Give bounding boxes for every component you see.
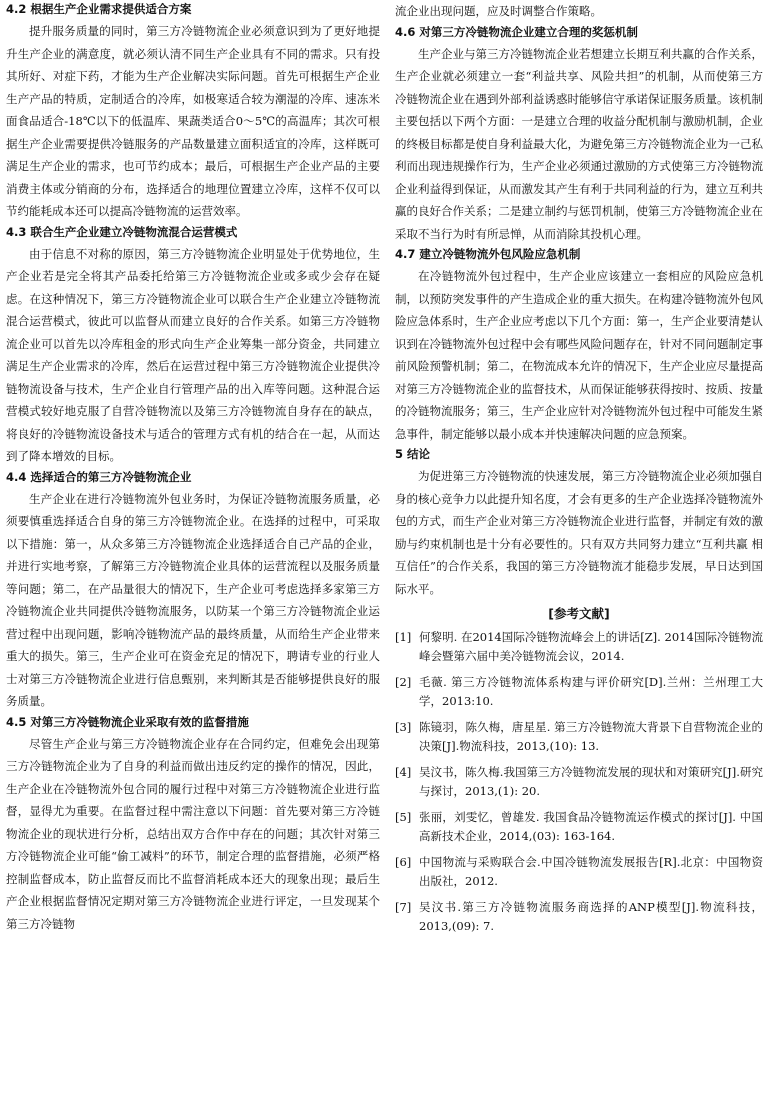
reference-item: [395, 718, 763, 756]
section-heading-4-6: 4.6 对第三方冷链物流企业建立合理的奖惩机制: [395, 24, 638, 39]
reference-text: 吴汶书，陈久梅.我国第三方冷链物流发展的现状和对策研究[J].研究与探讨，2013,(1): 20.: [419, 765, 763, 798]
section-heading-4-7: 4.7 建立冷链物流外包风险应急机制: [395, 247, 581, 261]
reference-text: 中国物流与采购联合会.中国冷链物流发展报告[R].北京：中国物资出版社，2012.: [419, 855, 763, 888]
section-body-4-5: 尽管生产企业与第三方冷链物流企业存在合同约定，但难免会出现第三方冷链物流企业为了自身的利益而做出违反约定的操作的情况，因此，生产企业在冷链物流外包合同的履行过程中对第三方冷链物流企业进行监督，显得尤为重要。在监督过程中需注意以下问题：首先要对第三方冷链物流企业的现状进行分析，总结出双方合作中存在的问题；其次针对第三方冷链物流企业可能“偷工减料”的环节，制定合理的监督措施，必须严格控制监督成本，防止监督反而比不监督消耗成本还大的现象出现；最后生产企业根据监督情况定期对第三方冷链物流企业进行评定，一旦发现某个第三方冷链物: [6, 736, 380, 931]
section-body-5: 为促进第三方冷链物流的快速发展，第三方冷链物流企业必须加强自身的核心竞争力以此提升知名度，才会有更多的生产企业选择冷链物流外包的方式，而生产企业对第三方冷链物流企业进行监督，并制定有效的激励与约束机制也是十分有必要性的。只有双方共同努力建立“互利共赢 相互信任”的合作关系，我国的第三方冷链物流才能稳步发展，早日达到国际水平。: [395, 469, 763, 596]
reference-item: [395, 763, 763, 801]
reference-number: [1]: [395, 630, 412, 644]
reference-text: 张丽，刘雯忆，曾雄发. 我国食品冷链物流运作模式的探讨[J]. 中国高新技术企业，2014,(03): 163-164.: [419, 810, 763, 843]
reference-item: [395, 898, 763, 936]
section-heading-5: 5 结论: [395, 447, 431, 461]
section-body-4-7: 在冷链物流外包过程中，生产企业应该建立一套相应的风险应急机制，以预防突发事件的产生造成企业的重大损失。在构建冷链物流外包风险应急体系时，生产企业应考虑以下几个方面：第一，生产企业要清楚认识到在冷链物流外包过程中会有哪些风险问题存在，针对不同问题制定事前风险预警机制；第二，在物流成本允许的情况下，生产企业应尽量提高对第三方冷链物流企业的监督技术，从而保证能够获得按时、按质、按量的冷链物流服务；第三，生产企业应针对冷链物流外包过程中可能发生紧急事件，制定能够以最小成本并快速解决问题的应急预案。: [395, 269, 763, 441]
section-heading-4-4: 4.4 选择适合的第三方冷链物流企业: [6, 469, 192, 484]
reference-text: 何黎明. 在2014国际冷链物流峰会上的讲话[Z]. 2014国际冷链物流峰会暨第六届中美冷链物流会议，2014.: [419, 630, 763, 663]
reference-number: [7]: [395, 900, 412, 914]
section-body-4-4: 生产企业在进行冷链物流外包业务时，为保证冷链物流服务质量，必须要慎重选择适合自身的第三方冷链物流企业。在选择的过程中，可采取以下措施：第一，从众多第三方冷链物流企业选择适合自己产品的企业，并进行实地考察，了解第三方冷链物流企业具体的运营流程以及服务质量等问题；第二，在产品量很大的情况下，生产企业可考虑选择多家第三方冷链物流企业共同提供冷链物流服务，以防某一个第三方冷链物流企业运营过程中出现问题，影响冷链物流产品的最终质量，从而给生产企业带来重大的损失。第三，生产企业可在资金充足的情况下，聘请专业的行业人士对第三方冷链物流企业进行信息甄别，来判断其是否能够提供良好的服务质量。: [6, 491, 380, 708]
reference-number: [2]: [395, 675, 412, 689]
section-body-4-2: 提升服务质量的同时，第三方冷链物流企业必须意识到为了更好地提升生产企业的满意度，就必须认清不同生产企业具有不同的需求。只有投其所好、对症下药，才能为生产企业解决实际问题。首先可根据生产企业生产产品的特质，定制适合的冷库，如极寒适合较为潮湿的冷库、速冻米面食品适合-18℃以下的低温库、果蔬类适合0～5℃的高温库；其次可根据生产企业需要提供冷链服务的产品数量建立面积适宜的冷库，这样既可满足生产企业的需求，也可节约成本；最后，可根据生产企业产品的主要消费主体或分销商的分布，选择适合的地理位置建立冷库，这样不仅可以节约能耗成本还可以提高冷链物流的运营效率。: [6, 24, 380, 218]
right-column: [395, 0, 763, 943]
reference-text: 吴汶书.第三方冷链物流服务商选择的ANP模型[J].物流科技，2013,(09): 7.: [419, 900, 763, 933]
continuation-text: 流企业出现问题，应及时调整合作策略。: [395, 4, 602, 18]
section-heading-4-3: 4.3 联合生产企业建立冷链物流混合运营模式: [6, 224, 238, 239]
left-column: [6, 0, 380, 935]
reference-number: [6]: [395, 855, 412, 869]
references-title: [参考文献]: [548, 606, 610, 621]
reference-number: [3]: [395, 720, 412, 734]
reference-text: 毛薇. 第三方冷链物流体系构建与评价研究[D].兰州：兰州理工大学，2013:10.: [419, 675, 763, 708]
reference-item: [395, 853, 763, 891]
reference-number: [5]: [395, 810, 412, 824]
reference-item: [395, 808, 763, 846]
section-heading-4-5: 4.5 对第三方冷链物流企业采取有效的监督措施: [6, 714, 249, 729]
reference-item: [395, 673, 763, 711]
reference-item: [395, 628, 763, 666]
section-body-4-6: 生产企业与第三方冷链物流企业若想建立长期互利共赢的合作关系，生产企业就必须建立一套“利益共享、风险共担”的机制，从而使第三方冷链物流企业在遇到外部利益诱惑时能够信守承诺保证服务质量。该机制主要包括以下两个方面：一是建立合理的收益分配机制与激励机制，企业的终极目标都是使自身利益最大化，为避免第三方冷链物流企业为一己私利而出现违规操作行为，生产企业必须通过激励的方式使第三方冷链物流企业利益得到保证，从而激发其产生有利于共同利益的行为，建立互利共赢的良好合作关系；二是建立制约与惩罚机制，使第三方冷链物流企业在采取不当行为时有所忌惮，从而消除其投机心理。: [395, 46, 763, 241]
section-heading-4-2: 4.2 根据生产企业需求提供适合方案: [6, 2, 192, 16]
reference-number: [4]: [395, 765, 412, 779]
section-body-4-3: 由于信息不对称的原因，第三方冷链物流企业明显处于优势地位，生产企业若是完全将其产品委托给第三方冷链物流企业或多或少会存在疑虑。在这种情况下，第三方冷链物流企业可以联合生产企业建立冷链物流混合运营模式，彼此可以监督从而建立良好的合作关系。如第三方冷链物流企业可以首先以冷库租金的形式向生产企业筹集一部分资金，共同建立满足生产企业需求的冷库，然后在运营过程中第三方冷链物流企业提供冷链物流设备与技术，生产企业自行管理产品的出入库等问题。这种混合运营模式较好地克服了自营冷链物流以及第三方冷链物流自身存在的缺点，将良好的冷链物流设备技术与适合的管理方式有机的结合在一起，从而达到了降本增效的目标。: [6, 246, 380, 463]
reference-text: 陈镜羽，陈久梅，唐星星. 第三方冷链物流大背景下自营物流企业的决策[J].物流科技，2013,(10): 13.: [419, 720, 763, 753]
